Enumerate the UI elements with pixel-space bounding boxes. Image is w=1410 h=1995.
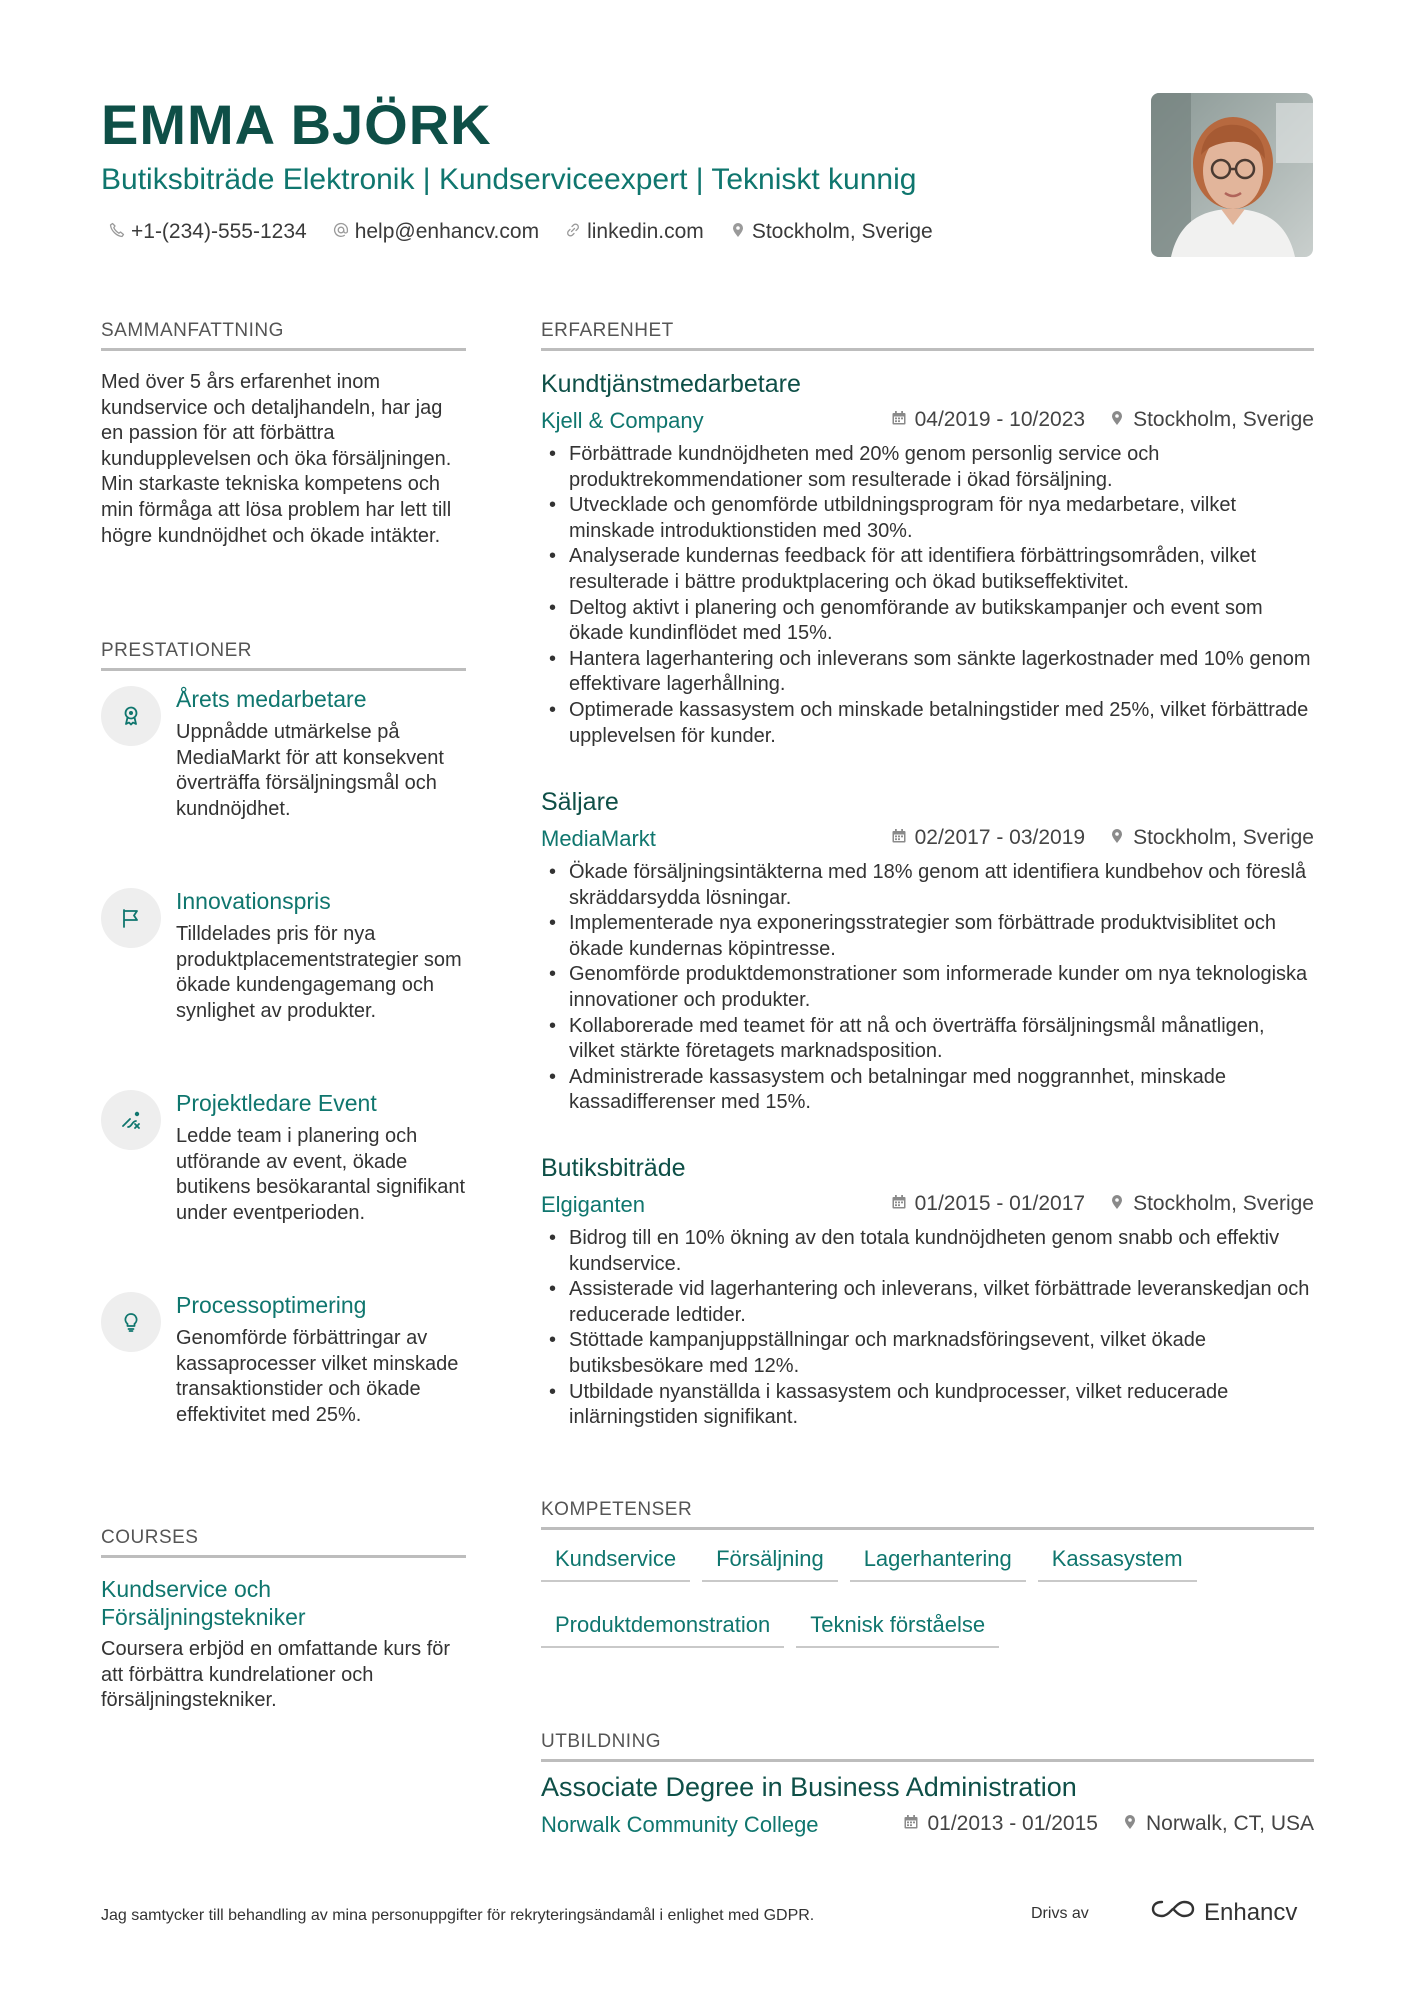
- education-location: [1122, 1812, 1314, 1836]
- list-item: • Genomförde produktdemonstrationer som informerade kunder om nya teknologiska innovationer och produkter.: [541, 962, 1314, 1013]
- list-item: • Kollaborerade med teamet för att nå och överträffa försäljningsmål månatligen, vilket stärkte företagets marknadsposition.: [541, 1014, 1314, 1065]
- job-location-text: Stockholm, Sverige: [1133, 408, 1314, 431]
- calendar-icon: [891, 826, 907, 850]
- link-icon: [565, 220, 581, 244]
- section-title-courses: COURSES: [101, 1527, 466, 1558]
- calendar-icon: [891, 1192, 907, 1216]
- list-item: • Assisterade vid lagerhantering och inleverans, vilket förbättrade leveranskedjan och reducerade ledtider.: [541, 1277, 1314, 1328]
- skill-tag: Teknisk förståelse: [796, 1606, 999, 1648]
- job-meta-row: [541, 408, 1314, 438]
- job-title: Kundtjänstmedarbetare: [541, 370, 801, 398]
- achievement-desc: Genomförde förbättringar av kassaprocesser vilket minskade transaktionstider och ökade effektivitet med 25%.: [176, 1327, 459, 1426]
- skill-tag: Lagerhantering: [850, 1540, 1026, 1582]
- email-text: help@enhancv.com: [354, 220, 540, 243]
- section-title-summary: SAMMANFATTNING: [101, 320, 466, 351]
- contact-email[interactable]: [333, 220, 539, 244]
- flag-icon: [101, 888, 161, 948]
- job-location: [1109, 826, 1314, 850]
- location-pin-icon: [1109, 1192, 1125, 1216]
- list-item: • Hantera lagerhantering och inleverans som sänkte lagerkostnader med 10% genom effektivare lagerhållning.: [541, 647, 1314, 698]
- brand-text: Enhancv: [1204, 1898, 1298, 1926]
- summary-text: Med över 5 års erfarenhet inom kundservice och detaljhandeln, har jag en passion för att förbättra kundupplevelsen och öka försäljningen. Min starkaste tekniska kompetens och min förmåga att lösa problem har lett till högre kundnöjdhet och ökade intäkter.: [101, 371, 452, 547]
- job-dates-text: 01/2015 - 01/2017: [914, 1192, 1086, 1215]
- job-meta-row: [541, 1192, 1314, 1222]
- job-dates: [891, 826, 1085, 850]
- degree-title: Associate Degree in Business Administration: [541, 1772, 1077, 1802]
- job-bullets: [541, 1226, 1314, 1431]
- skill-tag: Försäljning: [702, 1540, 838, 1582]
- job-dates: [891, 408, 1085, 432]
- list-item: • Optimerade kassasystem och minskade betalningstider med 25%, vilket förbättrade upplevelsen för kunder.: [541, 698, 1314, 749]
- job-bullets: [541, 442, 1314, 749]
- education-meta: [903, 1812, 1314, 1836]
- location-pin-icon: [1109, 826, 1125, 850]
- route-icon: [101, 1090, 161, 1150]
- gdpr-consent: Jag samtycker till behandling av mina personuppgifter för rekryteringsändamål i enlighet med GDPR.: [101, 1907, 815, 1924]
- location-pin-icon: [1122, 1812, 1138, 1836]
- job-meta-row: [541, 826, 1314, 856]
- company-name: MediaMarkt: [541, 826, 656, 851]
- job-title: Säljare: [541, 788, 619, 816]
- candidate-headline: Butiksbiträde Elektronik | Kundserviceexpert | Tekniskt kunnig: [101, 163, 917, 196]
- location-text: Stockholm, Sverige: [751, 220, 933, 243]
- contact-location: [730, 220, 933, 244]
- candidate-name: EMMA BJÖRK: [101, 93, 492, 156]
- list-item: • Administrerade kassasystem och betalningar med noggrannhet, minskade kassadifferenser med 15%.: [541, 1065, 1314, 1116]
- company-name: Kjell & Company: [541, 408, 704, 433]
- achievement-title: Projektledare Event: [176, 1090, 377, 1116]
- section-title-education: UTBILDNING: [541, 1731, 1314, 1762]
- section-title-achievements: PRESTATIONER: [101, 640, 466, 671]
- profile-photo: [1151, 93, 1313, 257]
- list-item: • Bidrog till en 10% ökning av den totala kundnöjdheten genom snabb och effektiv kundservice.: [541, 1226, 1314, 1277]
- job-meta: [891, 408, 1314, 432]
- list-item: • Analyserade kundernas feedback för att identifiera förbättringsområden, vilket resulterade i bättre produktplacering och ökad butikseffektivitet.: [541, 544, 1314, 595]
- list-item: • Ökade försäljningsintäkterna med 18% genom att identifiera kundbehov och föreslå skräddarsydda lösningar.: [541, 860, 1314, 911]
- job-meta: [891, 826, 1314, 850]
- education-dates: [903, 1812, 1097, 1836]
- phone-text: +1-(234)-555-1234: [131, 220, 307, 243]
- job-location: [1109, 1192, 1314, 1216]
- job-title: Butiksbiträde: [541, 1154, 686, 1182]
- section-title-experience: ERFARENHET: [541, 320, 1314, 351]
- infinity-icon: [1150, 1897, 1196, 1928]
- achievement-desc: Uppnådde utmärkelse på MediaMarkt för att konsekvent överträffa försäljningsmål och kundnöjdhet.: [176, 721, 444, 820]
- company-name: Elgiganten: [541, 1192, 645, 1217]
- achievement-desc: Tilldelades pris för nya produktplacementstrategier som ökade kundengagemang och synlighet av produkter.: [176, 923, 462, 1022]
- course-title: Kundservice och Försäljningstekniker: [101, 1576, 306, 1630]
- education-meta-row: [541, 1812, 1314, 1842]
- achievement-desc: Ledde team i planering och utförande av event, ökade butikens besökarantal signifikant under eventperioden.: [176, 1125, 466, 1224]
- education-location-text: Norwalk, CT, USA: [1145, 1812, 1314, 1835]
- skill-tag: Kundservice: [541, 1540, 690, 1582]
- calendar-icon: [891, 408, 907, 432]
- phone-icon: [109, 220, 125, 244]
- list-item: • Stöttade kampanjuppställningar och marknadsföringsevent, vilket ökade butiksbesökare med 12%.: [541, 1328, 1314, 1379]
- skill-tag: Kassasystem: [1038, 1540, 1197, 1582]
- skill-tag: Produktdemonstration: [541, 1606, 784, 1648]
- enhancv-logo[interactable]: [1150, 1897, 1297, 1928]
- award-icon: [101, 686, 161, 746]
- job-dates-text: 02/2017 - 03/2019: [914, 826, 1086, 849]
- list-item: • Utbildade nyanställda i kassasystem och kundprocesser, vilket reducerade inlärningstiden signifikant.: [541, 1380, 1314, 1431]
- contact-row: [109, 220, 933, 244]
- school-name: Norwalk Community College: [541, 1812, 819, 1837]
- job-location-text: Stockholm, Sverige: [1133, 826, 1314, 849]
- course-desc: Coursera erbjöd en omfattande kurs för att förbättra kundrelationer och försäljningstekniker.: [101, 1638, 451, 1712]
- at-icon: [333, 220, 349, 244]
- skills-list: [541, 1540, 1314, 1648]
- job-bullets: [541, 860, 1314, 1116]
- location-pin-icon: [1109, 408, 1125, 432]
- achievement-title: Innovationspris: [176, 888, 331, 914]
- lightbulb-icon: [101, 1292, 161, 1352]
- contact-phone[interactable]: [109, 220, 307, 244]
- list-item: • Utvecklade och genomförde utbildningsprogram för nya medarbetare, vilket minskade introduktionstiden med 30%.: [541, 493, 1314, 544]
- list-item: • Deltog aktivt i planering och genomförande av butikskampanjer och event som ökade kundinflödet med 15%.: [541, 596, 1314, 647]
- calendar-icon: [903, 1812, 919, 1836]
- achievement-title: Årets medarbetare: [176, 686, 367, 712]
- job-meta: [891, 1192, 1314, 1216]
- job-location-text: Stockholm, Sverige: [1133, 1192, 1314, 1215]
- achievement-title: Processoptimering: [176, 1292, 367, 1318]
- list-item: • Implementerade nya exponeringsstrategier som förbättrade produktvisiblitet och ökade kundernas köpintresse.: [541, 911, 1314, 962]
- location-pin-icon: [730, 220, 746, 244]
- section-title-skills: KOMPETENSER: [541, 1499, 1314, 1530]
- powered-by-label: Drivs av: [1031, 1905, 1089, 1922]
- education-dates-text: 01/2013 - 01/2015: [927, 1812, 1098, 1835]
- job-dates: [891, 1192, 1085, 1216]
- job-dates-text: 04/2019 - 10/2023: [914, 408, 1086, 431]
- contact-linkedin[interactable]: [565, 220, 704, 244]
- job-location: [1109, 408, 1314, 432]
- list-item: • Förbättrade kundnöjdheten med 20% genom personlig service och produktrekommendationer som resulterade i ökad försäljning.: [541, 442, 1314, 493]
- linkedin-text: linkedin.com: [587, 220, 704, 243]
